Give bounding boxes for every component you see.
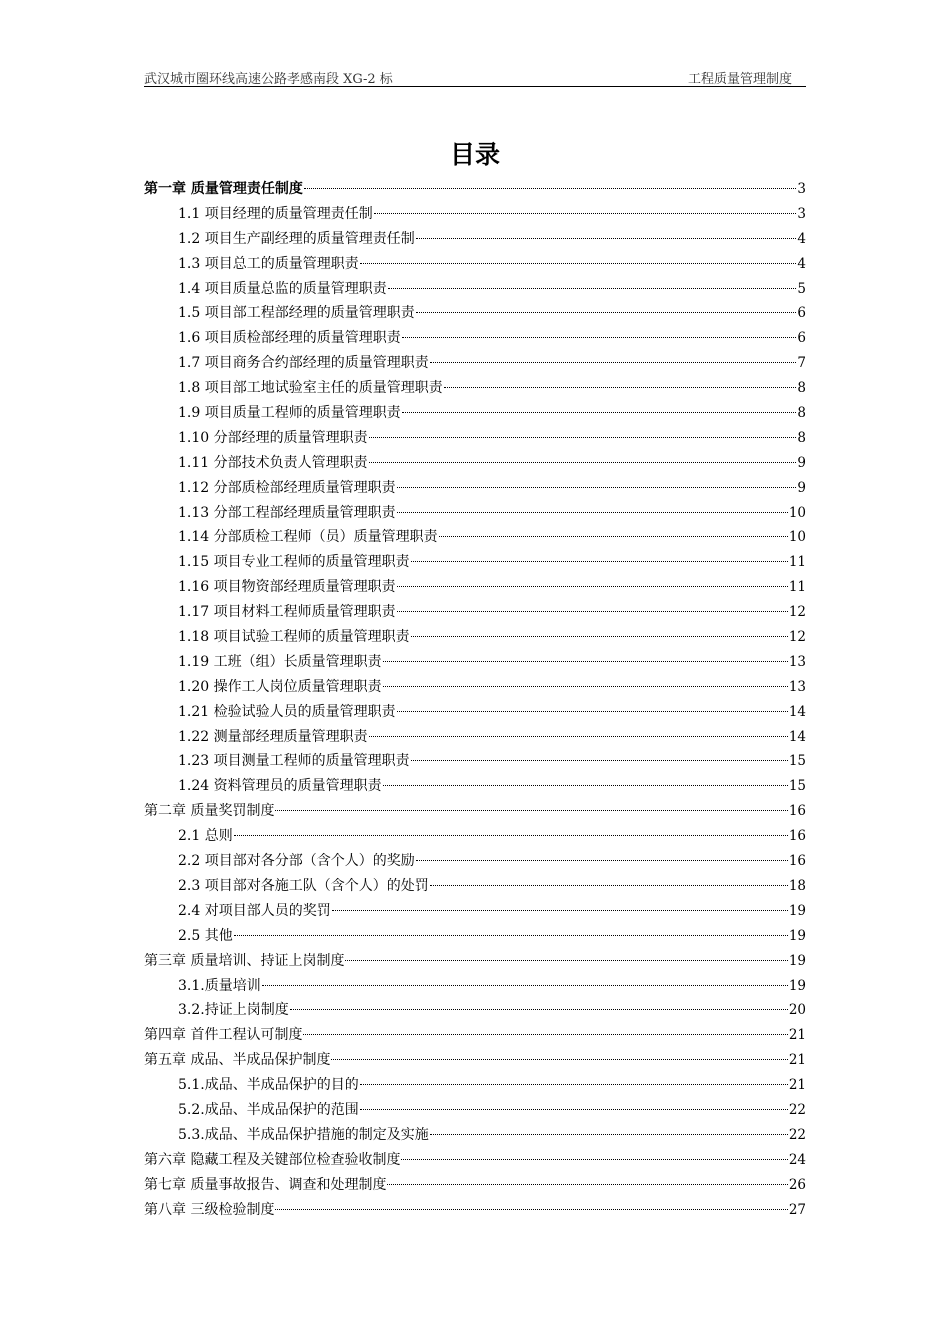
toc-dot-leader xyxy=(345,960,787,961)
toc-dot-leader xyxy=(304,188,797,189)
toc-entry-label: 第五章 成品、半成品保护制度 xyxy=(144,1052,331,1069)
toc-section-entry[interactable] xyxy=(144,749,806,774)
toc-dot-leader xyxy=(411,760,788,761)
toc-entry-label: 5.1.成品、半成品保护的目的 xyxy=(178,1077,359,1094)
toc-page-number: 19 xyxy=(788,977,806,994)
toc-page-number: 24 xyxy=(788,1151,806,1168)
toc-dot-leader xyxy=(369,736,788,737)
toc-page-number: 11 xyxy=(788,579,806,596)
toc-dot-leader xyxy=(332,910,788,911)
toc-dot-leader xyxy=(360,1084,788,1085)
toc-entry-label: 5.2.成品、半成品保护的范围 xyxy=(178,1101,359,1118)
toc-entry-label: 1.3 项目总工的质量管理职责 xyxy=(178,255,359,272)
toc-section-entry[interactable] xyxy=(144,277,806,302)
toc-section-entry[interactable] xyxy=(144,924,806,949)
toc-page-number: 10 xyxy=(788,504,806,521)
toc-entry-label: 1.21 检验试验人员的质量管理职责 xyxy=(178,703,396,720)
toc-section-entry[interactable] xyxy=(144,376,806,401)
toc-dot-leader xyxy=(331,1059,787,1060)
toc-page-number: 20 xyxy=(788,1002,806,1019)
toc-page-number: 14 xyxy=(788,728,806,745)
toc-section-entry[interactable] xyxy=(144,550,806,575)
toc-page-number: 27 xyxy=(788,1201,806,1218)
toc-section-entry[interactable] xyxy=(144,725,806,750)
toc-section-entry[interactable] xyxy=(144,874,806,899)
toc-dot-leader xyxy=(430,362,797,363)
toc-page-number: 15 xyxy=(788,778,806,795)
toc-page-number: 13 xyxy=(788,653,806,670)
toc-section-entry[interactable] xyxy=(144,401,806,426)
toc-dot-leader xyxy=(411,561,788,562)
toc-page-number: 14 xyxy=(788,703,806,720)
toc-page-number: 21 xyxy=(788,1052,806,1069)
toc-page-number: 10 xyxy=(788,529,806,546)
toc-dot-leader xyxy=(430,885,788,886)
toc-page-number: 3 xyxy=(797,205,806,222)
toc-entry-label: 1.17 项目材料工程师质量管理职责 xyxy=(178,604,396,621)
toc-entry-label: 第三章 质量培训、持证上岗制度 xyxy=(144,952,345,969)
toc-chapter-entry[interactable] xyxy=(144,1048,806,1073)
toc-entry-label: 1.5 项目部工程部经理的质量管理职责 xyxy=(178,305,415,322)
toc-chapter-entry[interactable] xyxy=(144,1148,806,1173)
toc-section-entry[interactable] xyxy=(144,1098,806,1123)
toc-page-number: 16 xyxy=(788,828,806,845)
toc-page-number: 16 xyxy=(788,853,806,870)
toc-section-entry[interactable] xyxy=(144,351,806,376)
toc-entry-label: 第七章 质量事故报告、调查和处理制度 xyxy=(144,1176,387,1193)
toc-entry-label: 第二章 质量奖罚制度 xyxy=(144,803,275,820)
toc-chapter-entry[interactable] xyxy=(144,799,806,824)
toc-dot-leader xyxy=(369,462,797,463)
toc-entry-label: 1.18 项目试验工程师的质量管理职责 xyxy=(178,629,410,646)
toc-section-entry[interactable] xyxy=(144,774,806,799)
toc-entry-label: 2.4 对项目部人员的奖罚 xyxy=(178,902,331,919)
toc-entry-label: 1.9 项目质量工程师的质量管理职责 xyxy=(178,405,401,422)
toc-dot-leader xyxy=(234,935,788,936)
toc-section-entry[interactable] xyxy=(144,451,806,476)
toc-page-number: 16 xyxy=(788,803,806,820)
header-project-name: 武汉城市圈环线高速公路孝感南段 XG-2 标 xyxy=(144,72,393,87)
toc-section-entry[interactable] xyxy=(144,1123,806,1148)
toc-dot-leader xyxy=(383,686,788,687)
toc-page-number: 7 xyxy=(797,355,806,372)
toc-dot-leader xyxy=(388,288,797,289)
toc-page-number: 19 xyxy=(788,927,806,944)
toc-dot-leader xyxy=(262,985,788,986)
toc-entry-label: 2.2 项目部对各分部（含个人）的奖励 xyxy=(178,853,415,870)
toc-section-entry[interactable] xyxy=(144,501,806,526)
toc-page-number: 22 xyxy=(788,1126,806,1143)
toc-page-number: 12 xyxy=(788,629,806,646)
toc-page-number: 12 xyxy=(788,604,806,621)
toc-dot-leader xyxy=(439,536,788,537)
toc-entry-label: 1.11 分部技术负责人管理职责 xyxy=(178,454,368,471)
toc-entry-label: 2.3 项目部对各施工队（含个人）的处罚 xyxy=(178,877,429,894)
toc-chapter-entry[interactable] xyxy=(144,1173,806,1198)
toc-dot-leader xyxy=(397,711,788,712)
toc-entry-label: 1.24 资料管理员的质量管理职责 xyxy=(178,778,382,795)
toc-section-entry[interactable] xyxy=(144,575,806,600)
toc-dot-leader xyxy=(416,860,788,861)
toc-dot-leader xyxy=(444,387,797,388)
toc-section-entry[interactable] xyxy=(144,252,806,277)
toc-entry-label: 1.4 项目质量总监的质量管理职责 xyxy=(178,280,387,297)
toc-entry-label: 第六章 隐藏工程及关键部位检查验收制度 xyxy=(144,1151,401,1168)
toc-page-number: 9 xyxy=(797,454,806,471)
toc-dot-leader xyxy=(402,412,797,413)
toc-entry-label: 1.13 分部工程部经理质量管理职责 xyxy=(178,504,396,521)
toc-dot-leader xyxy=(416,238,797,239)
toc-entry-label: 3.1.质量培训 xyxy=(178,977,261,994)
toc-dot-leader xyxy=(430,1134,788,1135)
toc-section-entry[interactable] xyxy=(144,675,806,700)
toc-chapter-entry[interactable] xyxy=(144,949,806,974)
toc-page-number: 11 xyxy=(788,554,806,571)
toc-section-entry[interactable] xyxy=(144,974,806,999)
toc-page-number: 8 xyxy=(797,405,806,422)
toc-page-number: 13 xyxy=(788,678,806,695)
toc-page-number: 8 xyxy=(797,429,806,446)
toc-dot-leader xyxy=(360,1109,788,1110)
toc-dot-leader xyxy=(303,1034,787,1035)
toc-entry-label: 3.2.持证上岗制度 xyxy=(178,1002,289,1019)
toc-dot-leader xyxy=(411,636,788,637)
toc-chapter-entry[interactable] xyxy=(144,1023,806,1048)
toc-page-number: 22 xyxy=(788,1101,806,1118)
toc-page-number: 26 xyxy=(788,1176,806,1193)
toc-page-number: 21 xyxy=(788,1027,806,1044)
toc-page-number: 9 xyxy=(797,479,806,496)
toc-dot-leader xyxy=(369,437,797,438)
toc-chapter-entry[interactable] xyxy=(144,177,806,202)
toc-dot-leader xyxy=(397,586,788,587)
toc-page-number: 6 xyxy=(797,305,806,322)
toc-entry-label: 1.10 分部经理的质量管理职责 xyxy=(178,429,368,446)
toc-dot-leader xyxy=(416,312,797,313)
toc-dot-leader xyxy=(397,487,797,488)
toc-page-number: 4 xyxy=(797,230,806,247)
toc-section-entry[interactable] xyxy=(144,301,806,326)
toc-entry-label: 第八章 三级检验制度 xyxy=(144,1201,275,1218)
toc-chapter-entry[interactable] xyxy=(144,1198,806,1223)
toc-dot-leader xyxy=(397,611,788,612)
toc-page-number: 8 xyxy=(797,380,806,397)
toc-section-entry[interactable] xyxy=(144,700,806,725)
page-header xyxy=(144,66,806,87)
toc-dot-leader xyxy=(383,661,788,662)
toc-entry-label: 1.7 项目商务合约部经理的质量管理职责 xyxy=(178,355,429,372)
toc-dot-leader xyxy=(290,1009,788,1010)
toc-entry-label: 1.8 项目部工地试验室主任的质量管理职责 xyxy=(178,380,443,397)
toc-entry-label: 1.19 工班（组）长质量管理职责 xyxy=(178,653,382,670)
toc-entry-label: 1.6 项目质检部经理的质量管理职责 xyxy=(178,330,401,347)
toc-section-entry[interactable] xyxy=(144,1073,806,1098)
toc-section-entry[interactable] xyxy=(144,476,806,501)
toc-page-number: 19 xyxy=(788,952,806,969)
toc-title: 目录 xyxy=(449,140,500,169)
header-document-name: 工程质量管理制度 xyxy=(687,72,792,87)
toc-page-number: 15 xyxy=(788,753,806,770)
toc-dot-leader xyxy=(360,263,797,264)
toc-entry-label: 1.12 分部质检部经理质量管理职责 xyxy=(178,479,396,496)
toc-page-number: 5 xyxy=(797,280,806,297)
toc-entry-label: 1.16 项目物资部经理质量管理职责 xyxy=(178,579,396,596)
table-of-contents xyxy=(144,177,806,1222)
toc-page-number: 3 xyxy=(797,181,806,197)
toc-entry-label: 2.5 其他 xyxy=(178,927,233,944)
toc-entry-label: 1.14 分部质检工程师（员）质量管理职责 xyxy=(178,529,438,546)
toc-entry-label: 1.22 测量部经理质量管理职责 xyxy=(178,728,368,745)
toc-section-entry[interactable] xyxy=(144,426,806,451)
toc-entry-label: 2.1 总则 xyxy=(178,828,233,845)
toc-entry-label: 1.15 项目专业工程师的质量管理职责 xyxy=(178,554,410,571)
toc-section-entry[interactable] xyxy=(144,227,806,252)
toc-section-entry[interactable] xyxy=(144,650,806,675)
toc-section-entry[interactable] xyxy=(144,202,806,227)
toc-section-entry[interactable] xyxy=(144,525,806,550)
toc-entry-label: 1.1 项目经理的质量管理责任制 xyxy=(178,205,373,222)
toc-dot-leader xyxy=(234,835,788,836)
toc-entry-label: 1.20 操作工人岗位质量管理职责 xyxy=(178,678,382,695)
toc-dot-leader xyxy=(275,1209,787,1210)
toc-section-entry[interactable] xyxy=(144,899,806,924)
toc-section-entry[interactable] xyxy=(144,998,806,1023)
toc-dot-leader xyxy=(397,512,788,513)
toc-entry-label: 第四章 首件工程认可制度 xyxy=(144,1027,303,1044)
toc-page-number: 4 xyxy=(797,255,806,272)
toc-section-entry[interactable] xyxy=(144,600,806,625)
toc-dot-leader xyxy=(383,785,788,786)
toc-dot-leader xyxy=(387,1184,787,1185)
toc-section-entry[interactable] xyxy=(144,326,806,351)
toc-dot-leader xyxy=(401,1159,787,1160)
toc-entry-label: 1.2 项目生产副经理的质量管理责任制 xyxy=(178,230,415,247)
toc-page-number: 6 xyxy=(797,330,806,347)
toc-entry-label: 第一章 质量管理责任制度 xyxy=(144,181,303,197)
toc-entry-label: 5.3.成品、半成品保护措施的制定及实施 xyxy=(178,1126,429,1143)
toc-dot-leader xyxy=(402,337,797,338)
toc-dot-leader xyxy=(275,810,787,811)
toc-page-number: 21 xyxy=(788,1077,806,1094)
toc-section-entry[interactable] xyxy=(144,824,806,849)
toc-section-entry[interactable] xyxy=(144,849,806,874)
toc-entry-label: 1.23 项目测量工程师的质量管理职责 xyxy=(178,753,410,770)
toc-dot-leader xyxy=(374,213,797,214)
toc-section-entry[interactable] xyxy=(144,625,806,650)
toc-page-number: 19 xyxy=(788,902,806,919)
toc-page-number: 18 xyxy=(788,877,806,894)
